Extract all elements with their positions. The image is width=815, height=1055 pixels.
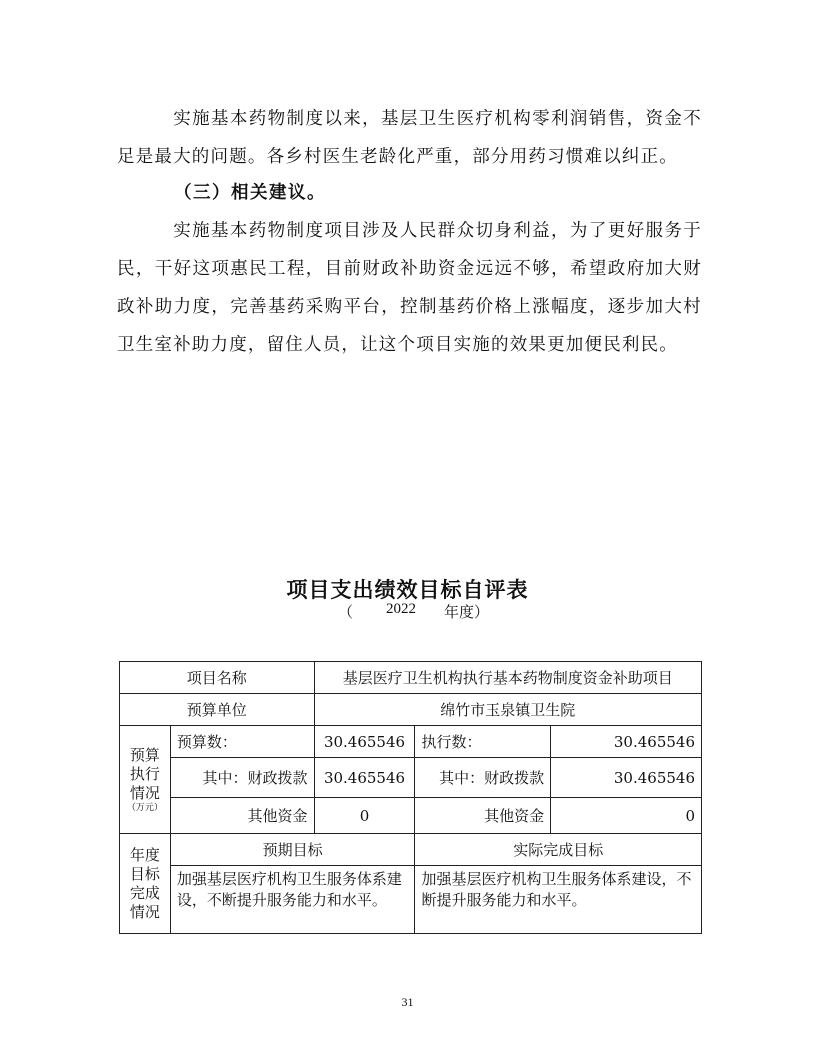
- budget-unit-label: 预算单位: [120, 694, 315, 726]
- year-value: 2022: [386, 601, 416, 617]
- exec-num-value: 30.465546: [551, 726, 702, 758]
- fiscal-exec-label: 其中：财政拨款: [415, 758, 551, 798]
- paragraph-suggestions: [117, 212, 702, 364]
- paragraph-problems-text: 实施基本药物制度以来，基层卫生医疗机构零利润销售，资金不足是最大的问题。各乡村医生老龄化严重，部分用药习惯难以纠正。: [117, 109, 702, 167]
- budget-unit-value: 绵竹市玉泉镇卫生院: [314, 694, 701, 726]
- page-number: 31: [401, 995, 414, 1009]
- table-row: [120, 798, 702, 834]
- other-exec-label: 其他资金: [415, 798, 551, 834]
- paragraph-suggestions-text: 实施基本药物制度项目涉及人民群众切身利益，为了更好服务于民，干好这项惠民工程，目前财政补助资金远远不够，希望政府加大财政补助力度，完善基药采购平台，控制基药价格上涨幅度，逐步加大村卫生室补助力度，留住人员，让这个项目实施的效果更加便民利民。: [117, 221, 702, 355]
- annual-goal-label-line4: 情况: [129, 902, 160, 921]
- annual-goal-label-line1: 年度: [129, 845, 160, 864]
- year-open-paren: （: [338, 605, 354, 621]
- annual-goal-label-line3: 完成: [129, 883, 160, 902]
- fiscal-budget-value: 30.465546: [314, 758, 415, 798]
- budget-num-label: 预算数：: [170, 726, 314, 758]
- budget-exec-label-line1: 预算: [129, 745, 160, 764]
- project-name-label: 项目名称: [120, 662, 315, 694]
- section-heading-suggestions: （三）相关建议。: [174, 183, 326, 203]
- annual-goal-label: [120, 834, 171, 934]
- paragraph-problems: [117, 100, 702, 176]
- table-row: [120, 694, 702, 726]
- budget-exec-label-line2: 执行: [129, 764, 160, 783]
- budget-num-value: 30.465546: [314, 726, 415, 758]
- actual-goal-text: 加强基层医疗机构卫生服务体系建设，不断提升服务能力和水平。: [415, 866, 702, 934]
- table-row: [120, 834, 702, 866]
- budget-exec-unit: （万元）: [126, 802, 163, 813]
- year-suffix: 年度）: [444, 603, 490, 621]
- other-budget-value: 0: [314, 798, 415, 834]
- fiscal-exec-value: 30.465546: [551, 758, 702, 798]
- table-title: 项目支出绩效目标自评表: [286, 577, 529, 602]
- table-row: [120, 758, 702, 798]
- performance-table: [119, 661, 702, 934]
- other-budget-label: 其他资金: [170, 798, 314, 834]
- project-name-value: 基层医疗卫生机构执行基本药物制度资金补助项目: [314, 662, 701, 694]
- exec-num-label: 执行数：: [415, 726, 551, 758]
- annual-goal-label-line2: 目标: [129, 864, 160, 883]
- actual-goal-header: 实际完成目标: [415, 834, 702, 866]
- table-row: [120, 866, 702, 934]
- table-row: [120, 726, 702, 758]
- expected-goal-header: 预期目标: [170, 834, 415, 866]
- budget-exec-label-line3: 情况: [129, 783, 160, 802]
- table-row: [120, 662, 702, 694]
- fiscal-budget-label: 其中：财政拨款: [170, 758, 314, 798]
- budget-exec-label: [120, 726, 171, 834]
- other-exec-value: 0: [551, 798, 702, 834]
- expected-goal-text: 加强基层医疗机构卫生服务体系建设，不断提升服务能力和水平。: [170, 866, 415, 934]
